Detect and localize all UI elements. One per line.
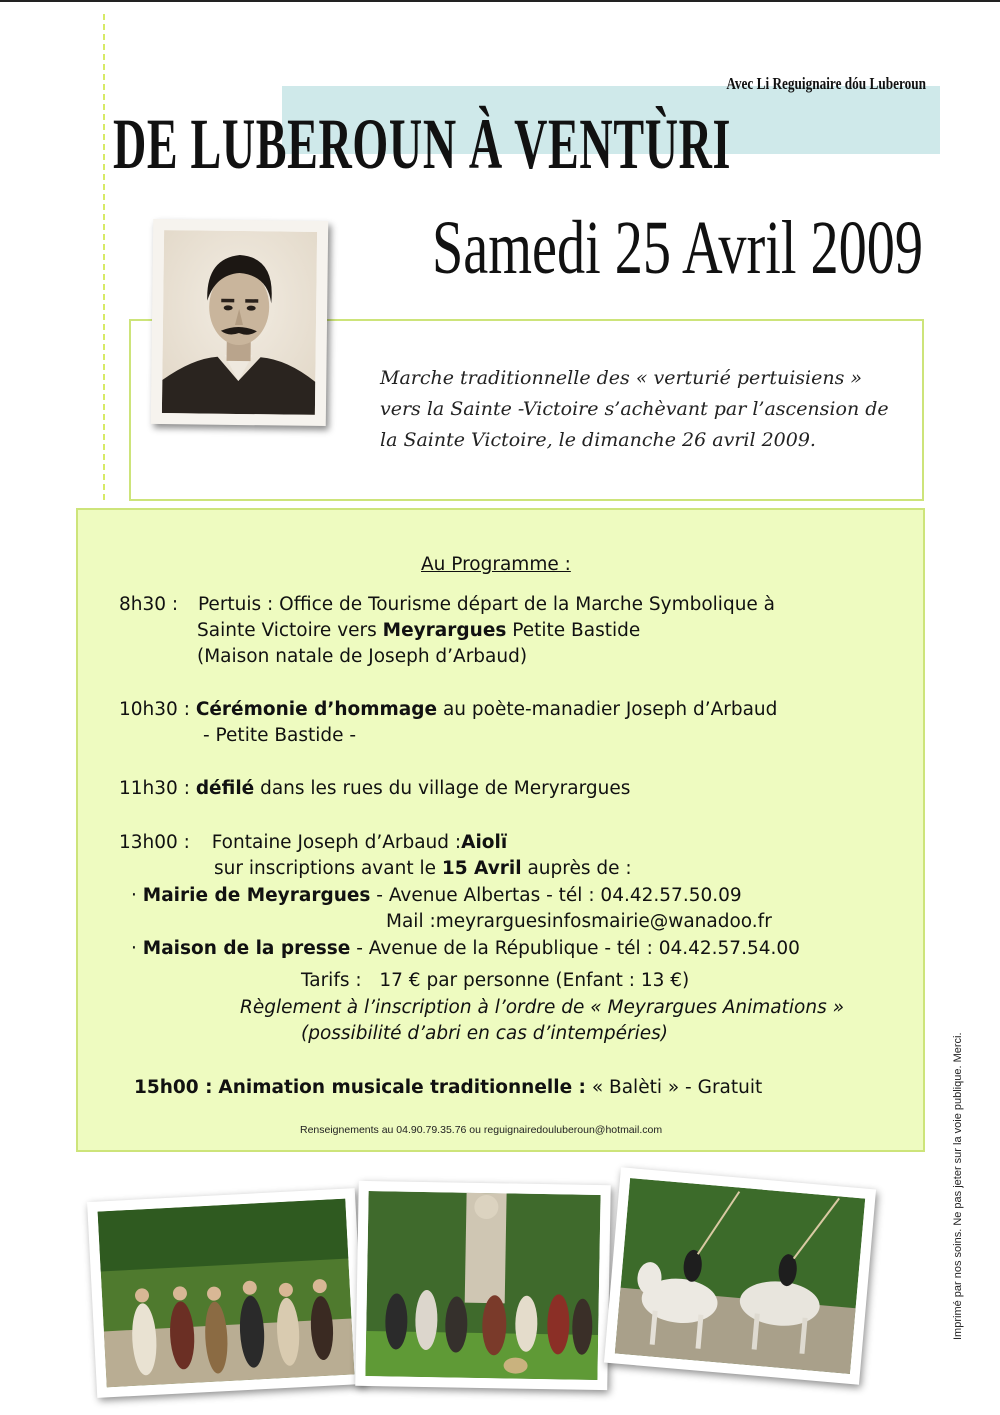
program-time: 11h30 bbox=[119, 778, 178, 799]
dashed-margin-line bbox=[103, 14, 105, 500]
program-title: Animation musicale traditionnelle : bbox=[218, 1077, 586, 1098]
contact-name: Maison de la presse bbox=[142, 938, 351, 959]
event-date: Samedi 25 Avril 2009 bbox=[432, 206, 924, 290]
intro-line: la Sainte Victoire, le dimanche 26 avril 2009. bbox=[380, 429, 816, 451]
program-text: Office de Tourisme départ de la Marche Symbolique à bbox=[273, 594, 776, 615]
meal-name: Aiolï bbox=[461, 832, 508, 853]
contact-mairie-email: Mail :meyrarguesinfosmairie@wanadoo.fr bbox=[386, 911, 772, 932]
tarifs-label: Tarifs : bbox=[301, 970, 362, 991]
contact-details: - Avenue Albertas - tél : 04.42.57.50.09 bbox=[370, 885, 742, 906]
program-item-1030-line2: - Petite Bastide - bbox=[203, 725, 357, 746]
intro-line: Marche traditionnelle des « verturié pertuisiens » bbox=[380, 367, 863, 389]
program-item-1030: 10h30 : Cérémonie d’hommage au poète-manadier Joseph d’Arbaud bbox=[119, 699, 778, 720]
program-text: Fontaine Joseph d’Arbaud : bbox=[211, 832, 462, 853]
tarifs-line bbox=[301, 968, 689, 994]
program-item-1500 bbox=[134, 1075, 762, 1101]
photo-procession bbox=[87, 1188, 365, 1398]
print-notice: Imprimé par nos soins. Ne pas jeter sur la voie publique. Merci. bbox=[952, 1032, 964, 1340]
photo-ceremony bbox=[355, 1181, 611, 1390]
tarifs-shelter-note: (possibilité d’abri en cas d’intempéries) bbox=[301, 1023, 668, 1044]
program-title: défilé bbox=[195, 778, 255, 799]
tarifs-price: 17 € par personne (Enfant : 13 €) bbox=[379, 970, 690, 991]
program-item-1300-line2: sur inscriptions avant le 15 Avril auprès de : bbox=[214, 858, 632, 879]
photo-horses bbox=[604, 1167, 876, 1385]
bullet: · bbox=[131, 938, 137, 959]
program-item-0830 bbox=[119, 592, 775, 618]
contact-details: - Avenue de la République - tél : 04.42.57.54.00 bbox=[350, 938, 800, 959]
contact-mairie bbox=[131, 883, 742, 909]
tarifs-note: Règlement à l’inscription à l’ordre de « Meyrargues Animations » bbox=[240, 997, 845, 1018]
photo-procession-image bbox=[98, 1199, 355, 1388]
program-text: au poète-manadier Joseph d’Arbaud bbox=[437, 699, 778, 720]
photo-ceremony-image bbox=[365, 1191, 600, 1380]
program-heading: Au Programme : bbox=[421, 554, 571, 575]
program-time: 15h00 : bbox=[134, 1077, 213, 1098]
program-text: « Balèti » - Gratuit bbox=[585, 1077, 763, 1098]
program-place: Pertuis : bbox=[197, 594, 274, 615]
portrait-photo bbox=[151, 219, 328, 426]
program-title: Cérémonie d’hommage bbox=[195, 699, 438, 720]
program-item-0830-line2: Sainte Victoire vers Meyrargues Petite Bastide bbox=[197, 620, 641, 641]
info-contact-line: Renseignements au 04.90.79.35.76 ou reguignairedouluberoun@hotmail.com bbox=[300, 1124, 663, 1136]
program-item-0830-line3: (Maison natale de Joseph d’Arbaud) bbox=[197, 646, 528, 667]
contact-name: Mairie de Meyrargues bbox=[142, 885, 371, 906]
top-rule bbox=[0, 0, 1000, 2]
program-item-1130: 11h30 : défilé dans les rues du village de Meryrargues bbox=[119, 778, 631, 799]
town-name: Meyrargues bbox=[382, 620, 507, 641]
program-time: 10h30 bbox=[119, 699, 178, 720]
portrait-image bbox=[162, 230, 317, 415]
intro-line: vers la Sainte -Victoire s’achèvant par l’ascension de bbox=[380, 398, 889, 420]
program-time: 8h30 : bbox=[119, 594, 179, 615]
program-text: dans les rues du village de Meryrargues bbox=[254, 778, 631, 799]
deadline-date: 15 Avril bbox=[441, 858, 522, 879]
program-item-1300 bbox=[119, 830, 507, 856]
program-time: 13h00 : bbox=[119, 832, 190, 853]
bullet: · bbox=[131, 885, 137, 906]
page-title: DE LUBEROUN À VENTÙRI bbox=[113, 104, 732, 184]
intro-description bbox=[380, 363, 910, 456]
photo-horses-image bbox=[615, 1178, 865, 1374]
organizer-line: Avec Li Reguignaire dóu Luberoun bbox=[726, 74, 926, 93]
contact-presse bbox=[131, 936, 800, 962]
